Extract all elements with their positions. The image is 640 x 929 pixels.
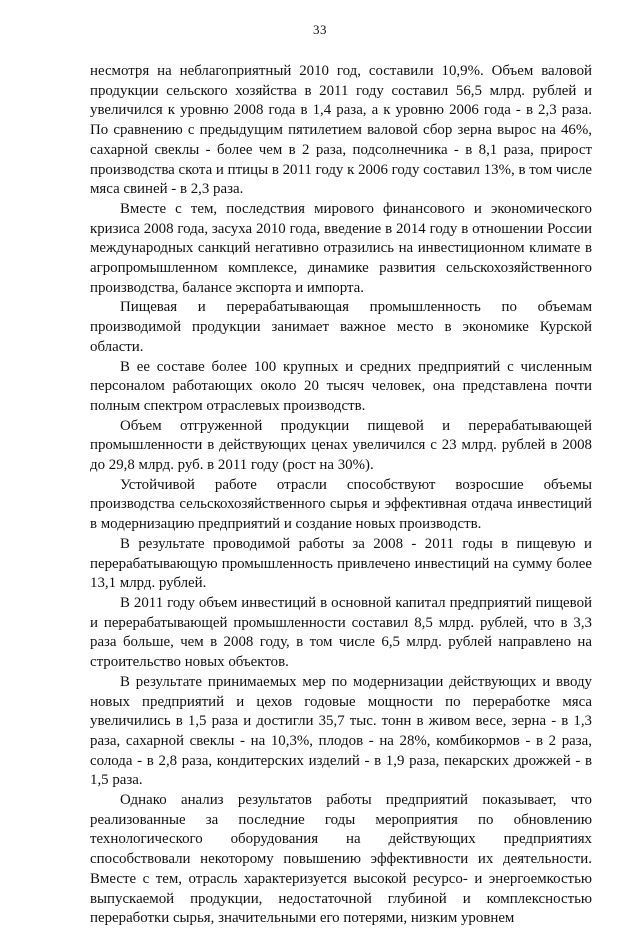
paragraph: Пищевая и перерабатывающая промышленность по объемам производимой продукции занимает важное место в экономике Курской области. — [90, 299, 592, 355]
paragraph: В 2011 году объем инвестиций в основной капитал предприятий пищевой и перерабатывающей промышленности составил 8,5 млрд. рублей, что в 3,3 раза больше, чем в 2008 году, в том числе 6,5 млрд. рублей направлено на строительство новых объектов. — [90, 594, 592, 671]
body-text — [90, 62, 592, 929]
paragraph: В результате проводимой работы за 2008 - 2011 годы в пищевую и перерабатывающую промышленность привлечено инвестиций на сумму более 13,1 млрд. рублей. — [90, 535, 592, 592]
paragraph: В ее составе более 100 крупных и средних предприятий с численным персоналом работающих около 20 тысяч человек, она представлена почти полным спектром отраслевых производств. — [90, 358, 592, 414]
paragraph: В результате принимаемых мер по модернизации действующих и вводу новых предприятий и цехов годовые мощности по переработке мяса увеличились в 1,5 раза и достигли 35,7 тыс. тонн в живом весе, зерна - в 1,3 раза, сахарной свеклы - на 10,3%, плодов - на 28%, комбикормов - в 2 раза, солода - в 2,8 раза, кондитерских изделий - в 1,9 раза, пекарских дрожжей - в 1,5 раза. — [90, 673, 592, 789]
paragraph-continued: несмотря на неблагоприятный 2010 год, составили 10,9%. Объем валовой продукции сельского хозяйства в 2011 году составил 56,5 млрд. рублей и увеличился к уровню 2008 года в 1,4 раза, а к уровню 2006 года - в 2,3 раза. По сравнению с предыдущим пятилетием валовой сбор зерна вырос на 46%, сахарной свеклы - более чем в 2 раза, подсолнечника - в 8,1 раза, прирост производства скота и птицы в 2011 году к 2006 году составил 13%, в том числе мяса свиней - в 2,3 раза. — [90, 63, 592, 198]
paragraph: Вместе с тем, последствия мирового финансового и экономического кризиса 2008 года, засуха 2010 года, введение в 2014 году в отношении России международных санкций негативно отразились на инвестиционном климате в агропромышленном комплексе, динамике развития сельскохозяйственного производства, балансе экспорта и импорта. — [90, 200, 592, 296]
paragraph: Устойчивой работе отрасли способствуют возросшие объемы производства сельскохозяйственного сырья и эффективная отдача инвестиций в модернизацию предприятий и создание новых производств. — [90, 476, 592, 533]
paragraph: Однако анализ результатов работы предприятий показывает, что реализованные за последние годы мероприятия по обновлению технологического оборудования на действующих предприятиях способствовали некоторому повышению эффективности их деятельности. Вместе с тем, отрасль характеризуется высокой ресурсо- и энергоемкостью выпускаемой продукции, недостаточной глубиной и комплексностью переработки сырья, значительными его потерями, низким уровнем — [90, 792, 592, 927]
paragraph: Объем отгруженной продукции пищевой и перерабатывающей промышленности в действующих ценах увеличился с 23 млрд. рублей в 2008 до 29,8 млрд. руб. в 2011 году (рост на 30%). — [90, 417, 592, 474]
page-number: 33 — [313, 22, 327, 37]
